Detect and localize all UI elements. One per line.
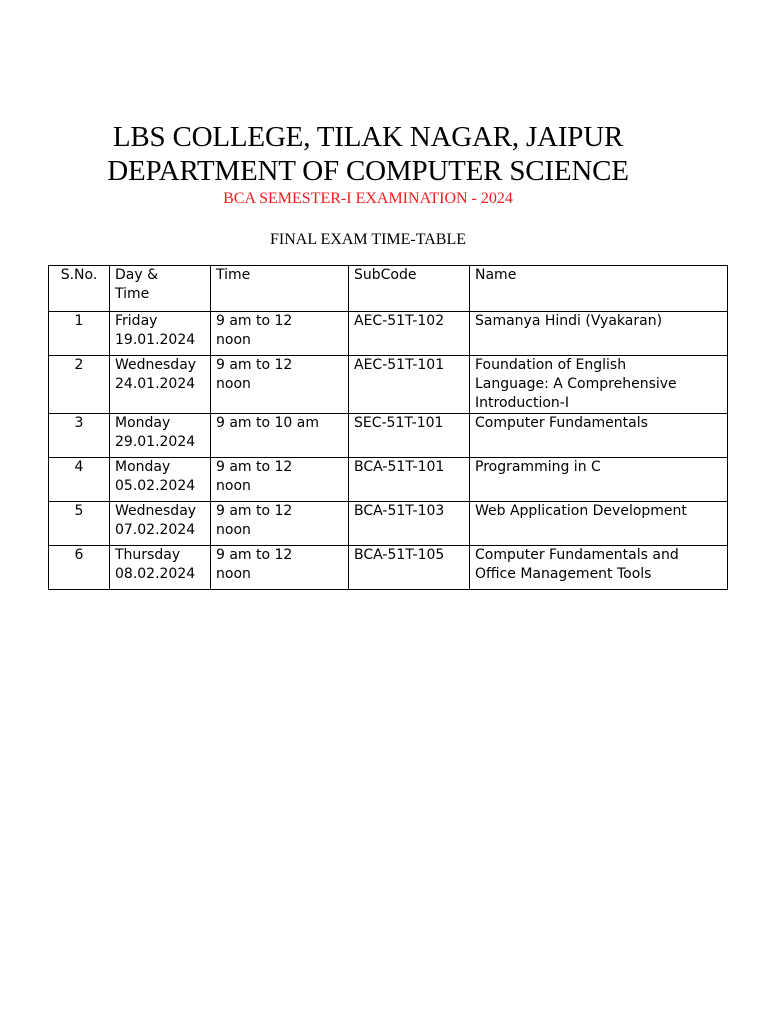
header-name: Name	[470, 266, 728, 312]
row-name	[470, 502, 728, 546]
header-day-time	[110, 266, 211, 312]
table-row	[49, 414, 728, 458]
table-row	[49, 356, 728, 414]
row-sno: 3	[49, 414, 110, 458]
row-subcode: BCA-51T-103	[349, 502, 470, 546]
row-subcode: BCA-51T-101	[349, 458, 470, 502]
row-subcode: SEC-51T-101	[349, 414, 470, 458]
row-time-line2: noon	[216, 566, 251, 582]
row-name-line1: Web Application Development	[475, 503, 687, 519]
row-name	[470, 546, 728, 590]
row-name	[470, 312, 728, 356]
row-date: 24.01.2024	[115, 376, 196, 392]
row-time-line1: 9 am to 12	[216, 459, 293, 475]
table-row	[49, 458, 728, 502]
row-day: Monday	[115, 459, 171, 475]
exam-title: BCA SEMESTER-I EXAMINATION - 2024	[223, 190, 513, 207]
row-name-line1: Programming in C	[475, 459, 601, 475]
row-time	[211, 356, 349, 414]
row-name-line1: Samanya Hindi (Vyakaran)	[475, 313, 663, 329]
row-name-line1: Computer Fundamentals and	[475, 547, 679, 563]
row-time-line1: 9 am to 12	[216, 503, 293, 519]
row-time-line2: noon	[216, 376, 251, 392]
row-time-line1: 9 am to 12	[216, 357, 293, 373]
row-day-date	[110, 502, 211, 546]
row-sno: 2	[49, 356, 110, 414]
department-name: DEPARTMENT OF COMPUTER SCIENCE	[107, 155, 629, 187]
header-sno: S.No.	[49, 266, 110, 312]
table-row	[49, 502, 728, 546]
timetable	[48, 265, 728, 590]
row-sno: 4	[49, 458, 110, 502]
table-row	[49, 546, 728, 590]
row-sno: 1	[49, 312, 110, 356]
row-name	[470, 458, 728, 502]
row-day-date	[110, 356, 211, 414]
header-time: Time	[211, 266, 349, 312]
table-header-row	[49, 266, 728, 312]
row-day-date	[110, 312, 211, 356]
row-name-line2: Language: A Comprehensive	[475, 376, 677, 392]
timetable-title: FINAL EXAM TIME-TABLE	[269, 231, 467, 248]
row-name	[470, 356, 728, 414]
row-time-line2: noon	[216, 522, 251, 538]
row-name-line3: Introduction-I	[475, 395, 569, 411]
header-day-line2: Time	[115, 286, 150, 302]
row-subcode: BCA-51T-105	[349, 546, 470, 590]
row-time	[211, 546, 349, 590]
row-time-line1: 9 am to 10 am	[216, 415, 320, 431]
row-name-line2: Office Management Tools	[475, 566, 652, 582]
row-day-date	[110, 458, 211, 502]
row-name-line1: Computer Fundamentals	[475, 415, 648, 431]
row-day-date	[110, 414, 211, 458]
row-time-line1: 9 am to 12	[216, 313, 293, 329]
row-name	[470, 414, 728, 458]
row-time-line2: noon	[216, 478, 251, 494]
row-time	[211, 312, 349, 356]
row-date: 07.02.2024	[115, 522, 196, 538]
row-subcode: AEC-51T-101	[349, 356, 470, 414]
row-sno: 5	[49, 502, 110, 546]
row-date: 08.02.2024	[115, 566, 196, 582]
row-time	[211, 458, 349, 502]
row-day: Wednesday	[115, 357, 197, 373]
row-time-line2: noon	[216, 332, 251, 348]
college-name: LBS COLLEGE, TILAK NAGAR, JAIPUR	[112, 121, 624, 153]
row-day: Monday	[115, 415, 171, 431]
row-day: Friday	[115, 313, 158, 329]
row-day-date	[110, 546, 211, 590]
row-date: 05.02.2024	[115, 478, 196, 494]
row-time-line1: 9 am to 12	[216, 547, 293, 563]
row-day: Wednesday	[115, 503, 197, 519]
row-time	[211, 502, 349, 546]
row-sno: 6	[49, 546, 110, 590]
table-row	[49, 312, 728, 356]
row-date: 29.01.2024	[115, 434, 196, 450]
row-day: Thursday	[115, 547, 181, 563]
row-date: 19.01.2024	[115, 332, 196, 348]
row-time	[211, 414, 349, 458]
header-subcode: SubCode	[349, 266, 470, 312]
row-subcode: AEC-51T-102	[349, 312, 470, 356]
row-name-line1: Foundation of English	[475, 357, 627, 373]
header-day-line1: Day &	[115, 267, 159, 283]
